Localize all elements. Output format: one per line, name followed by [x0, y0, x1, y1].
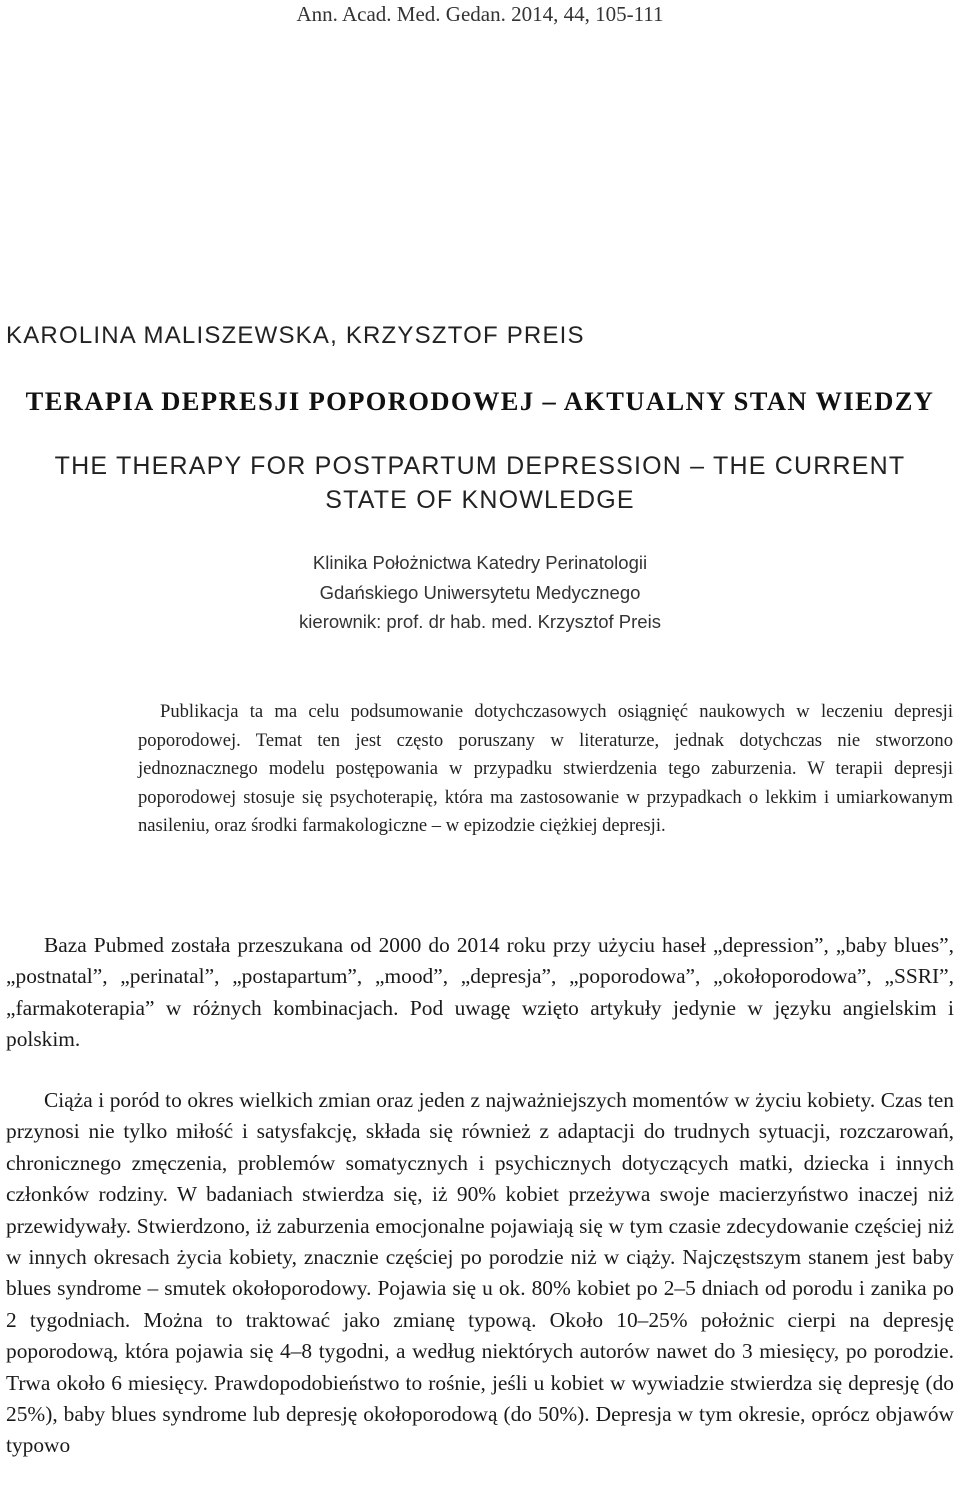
article-title-english: THE THERAPY FOR POSTPARTUM DEPRESSION – THE CURRENT STATE OF KNOWLEDGE — [54, 452, 906, 514]
body-paragraph-2: Ciąża i poród to okres wielkich zmian oraz jeden z najważniejszych momentów w życiu kobiety. Czas ten przynosi nie tylko miłość i satysfakcję, składa się również z adaptacji do trudnych sytuacji, rozczarowań, chronicznego zmęczenia, problemów somatycznych i psychicznych dotyczących matki, dziecka i innych członków rodziny. W badaniach stwierdza się, iż 90% kobiet przeżywa swoje macierzyństwo inaczej niż przewidywały. Stwierdzono, iż zaburzenia emocjonalne pojawiają się w tym czasie zdecydowanie częściej niż w innych okresach życia kobiety, znacznie częściej po porodzie niż w ciąży. Najczęstszym stanem jest baby blues syndrome – smutek okołoporodowy. Pojawia się u ok. 80% kobiet po 2–5 dniach od porodu i zanika po 2 tygodniach. Można to traktować jako zmianę typową. Około 10–25% położnic cierpi na depresję poporodową, która pojawia się 4–8 tygodni, a według niektórych autorów nawet do 3 miesięcy, po porodzie. Trwa około 6 miesięcy. Prawdopodobieństwo to rośnie, jeśli u kobiet w wywiadzie stwierdza się depresję (do 25%), baby blues syndrome lub depresję okołoporodową (do 50%). Depresja w tym okresie, oprócz objawów typowo — [6, 1088, 954, 1458]
article-authors: KAROLINA MALISZEWSKA, KRZYSZTOF PREIS — [6, 322, 585, 349]
body-paragraph-1: Baza Pubmed została przeszukana od 2000 do 2014 roku przy użyciu haseł „depression”, „baby blues”, „postnatal”, „perinatal”, „postapartum”, „mood”, „depresja”, „poporodowa”, „okołoporodowa”, „SSRI”, „farmakoterapia” w różnych kombinacjach. Pod uwagę wzięto artykuły jedynie w języku angielskim i polskim. — [6, 933, 954, 1052]
affiliation-head: kierownik: prof. dr hab. med. Krzysztof Preis — [299, 611, 661, 632]
abstract-text: Publikacja ta ma celu podsumowanie dotychczasowych osiągnięć naukowych w leczeniu depresji poporodowej. Temat ten jest często poruszany w literaturze, jednak dotychczas nie stworzono jednoznacznego modelu postępowania w przypadku stwierdzenia tego zaburzenia. W terapii depresji poporodowej stosuje się psychoterapię, która ma zastosowanie w przypadkach o lekkim i umiarkowanym nasileniu, oraz środki farmakologiczne – w epizodzie ciężkiej depresji. — [138, 701, 953, 837]
affiliation — [0, 548, 960, 637]
journal-citation: Ann. Acad. Med. Gedan. 2014, 44, 105-111 — [296, 2, 664, 26]
body-section-methods — [6, 930, 954, 1056]
affiliation-clinic: Klinika Położnictwa Katedry Perinatologii — [312, 552, 648, 573]
body-section-introduction — [6, 1085, 954, 1462]
abstract — [138, 698, 953, 841]
affiliation-university: Gdańskiego Uniwersytetu Medycznego — [319, 581, 641, 603]
article-title-polish: TERAPIA DEPRESJI POPORODOWEJ – AKTUALNY STAN WIEDZY — [25, 386, 935, 416]
